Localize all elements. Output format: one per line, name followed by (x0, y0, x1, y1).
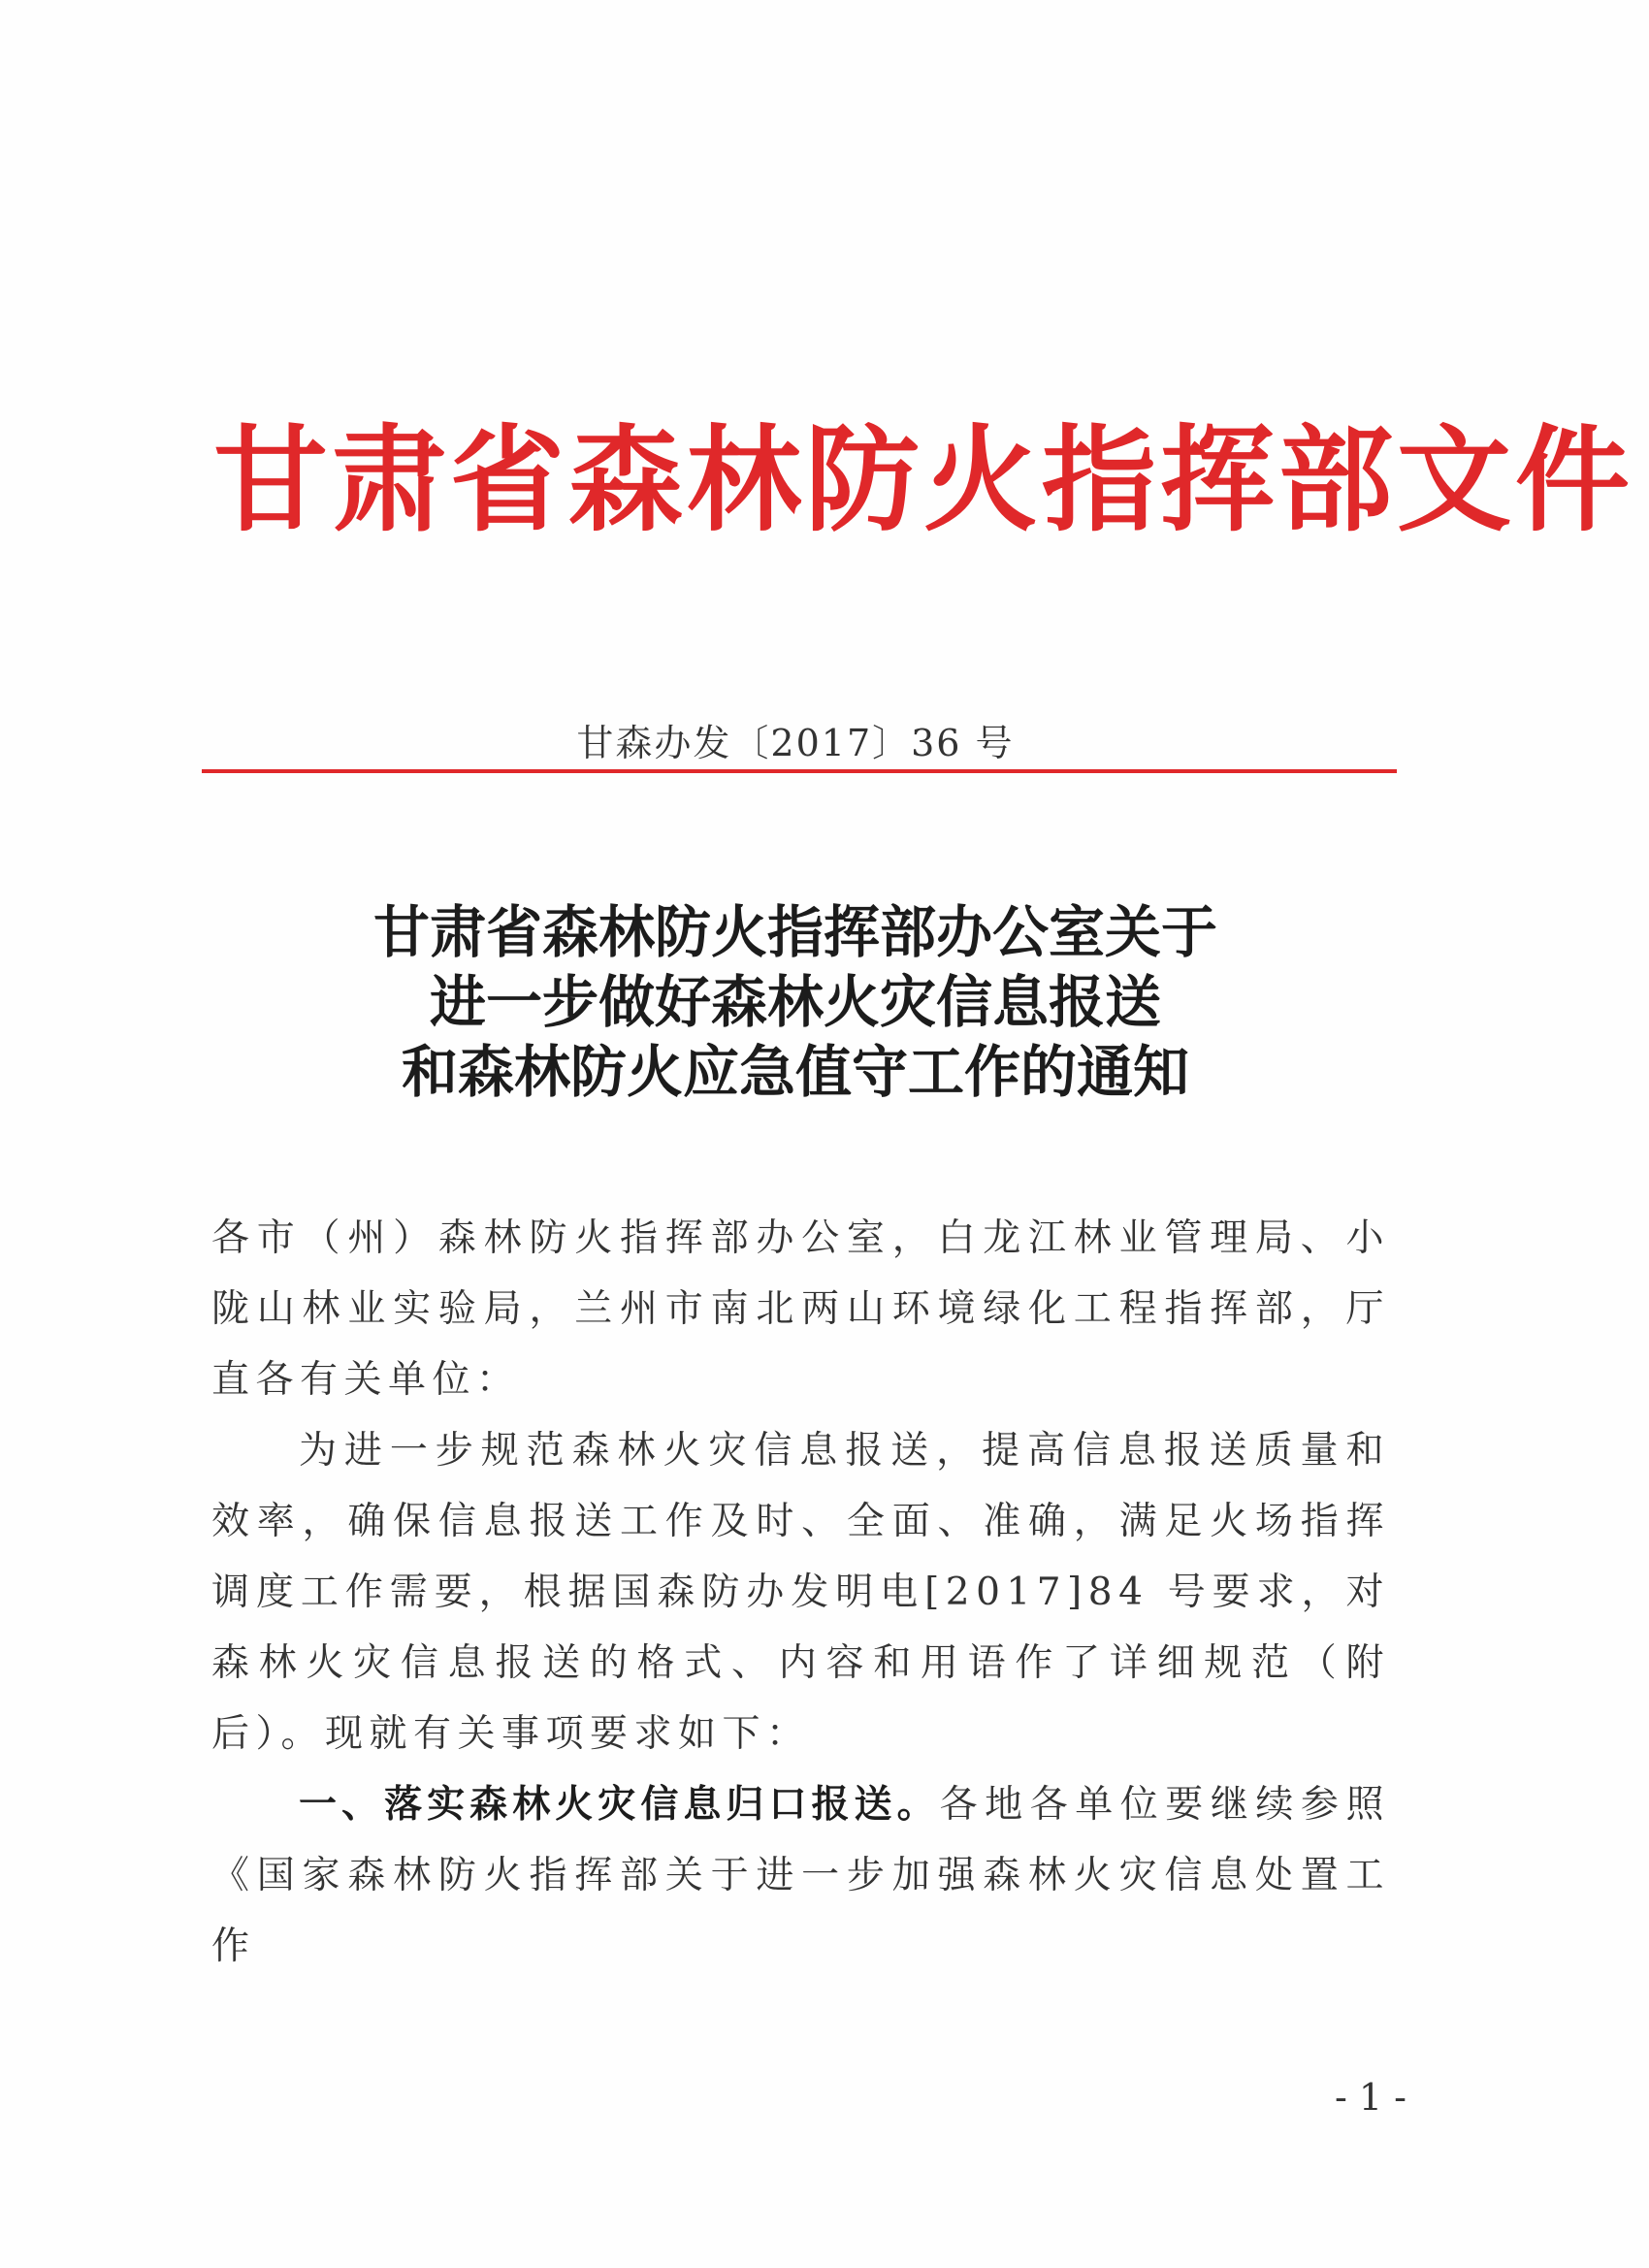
document-body (211, 1203, 1390, 1982)
notice-title-line: 进一步做好森林火灾信息报送 (429, 969, 1161, 1035)
notice-title (194, 897, 1397, 1107)
notice-title-line: 甘肃省森林防火指挥部办公室关于 (372, 899, 1217, 965)
page-number: - 1 - (1334, 2076, 1406, 2119)
document-number: 甘森办发〔2017〕36 号 (576, 722, 1015, 764)
red-divider-line (202, 769, 1397, 773)
section-1-heading: 一、落实森林火灾信息归口报送。 (299, 1783, 940, 1827)
section-1-text: 各地各单位要继续参照《国家森林防火指挥部关于进一步加强森林火灾信息处置工作 (211, 1783, 1390, 1968)
notice-title-line: 和森林防火应急值守工作的通知 (401, 1039, 1189, 1105)
intro-paragraph: 为进一步规范森林火灾信息报送，提高信息报送质量和效率，确保信息报送工作及时、全面、准确，满足火场指挥调度工作需要，根据国森防办发明电[2017]84 号要求，对森林火灾信息报送的格式、内容和用语作了详细规范（附后）。现就有关事项要求如下： (211, 1429, 1390, 1756)
section-1-paragraph (211, 1769, 1390, 1982)
addressees-paragraph: 各市（州）森林防火指挥部办公室，白龙江林业管理局、小陇山林业实验局，兰州市南北两山环境绿化工程指挥部，厅直各有关单位： (211, 1216, 1390, 1402)
issuer-header-title: 甘肃省森林防火指挥部文件 (213, 412, 1634, 547)
